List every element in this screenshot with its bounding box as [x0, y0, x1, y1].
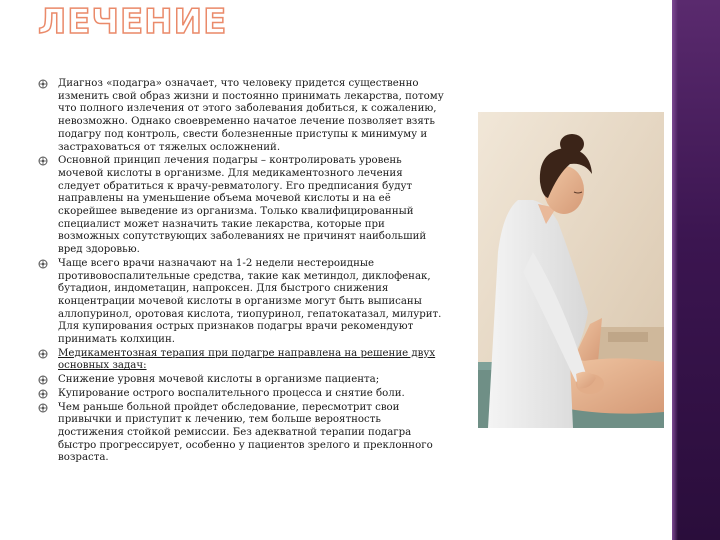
bullet-text: Чем раньше больной пройдет обследование, пересмотрит свои привычки и приступит к лечению, тем больше вероятность достижения стойкой ремиссии. Без адекватной терапии подагра быстро прогрессирует, особенно у пациентов зрелого и преклонного возраста. [58, 401, 433, 464]
list-item [38, 388, 446, 401]
doctor-examining-patient-photo [478, 112, 664, 428]
list-item [38, 258, 446, 347]
ornate-bullet-icon [38, 259, 48, 269]
list-item [38, 402, 446, 466]
bullet-text: Чаще всего врачи назначают на 1-2 недели нестероидные противовоспалительные средства, такие как метиндол, диклофенак, бутадион, индометацин, напроксен. Для быстрого снижения концентрации мочевой кислоты в организме могут быть выписаны аллопуринол, оротовая кислота, тиопуринол, гепатокатазал, милурит. Для купирования острых признаков подагры врачи рекомендуют принимать колхицин. [58, 257, 442, 346]
bullet-text: Медикаментозная терапия при подагре направлена на решение двух основных задач: [58, 347, 436, 372]
list-item [38, 155, 446, 257]
bullet-text: Диагноз «подагра» означает, что человеку придется существенно изменить свой образ жизни и постоянно принимать лекарства, потому что полного излечения от этого заболевания добиться, к сожалению, невозможно. Однако своевременно начатое лечение позволяет взять подагру под контроль, свести болезненные приступы к минимуму и застраховаться от тяжелых осложнений. [58, 78, 444, 153]
photo-illustration [478, 112, 664, 428]
ornate-bullet-icon [38, 349, 48, 359]
bullet-list [38, 78, 446, 466]
ornate-bullet-icon [38, 403, 48, 413]
ornate-bullet-icon [38, 389, 48, 399]
bullet-text: Снижение уровня мочевой кислоты в организме пациента; [58, 374, 380, 386]
ornate-bullet-icon [38, 79, 48, 89]
bullet-text: Купирование острого воспалительного процесса и снятие боли. [58, 387, 405, 399]
decorative-side-band [672, 0, 720, 540]
list-item [38, 348, 446, 373]
ornate-bullet-icon [38, 156, 48, 166]
bullet-text: Основной принцип лечения подагры – контролировать уровень мочевой кислоты в организме. Для медикаментозного лечения следует обратиться к врачу-ревматологу. Его предписания будут направлены на уменьшение объема мочевой кислоты и на её скорейшее выведение из организма. Только квалифицированный специалист может назначить такие лекарства, которые при возможных сопутствующих заболеваниях не причинят наибольший вред здоровью. [58, 155, 427, 256]
slide-title: ЛЕЧЕНИЕ [38, 2, 228, 42]
list-item [38, 78, 446, 154]
ornate-bullet-icon [38, 375, 48, 385]
list-item [38, 374, 446, 387]
